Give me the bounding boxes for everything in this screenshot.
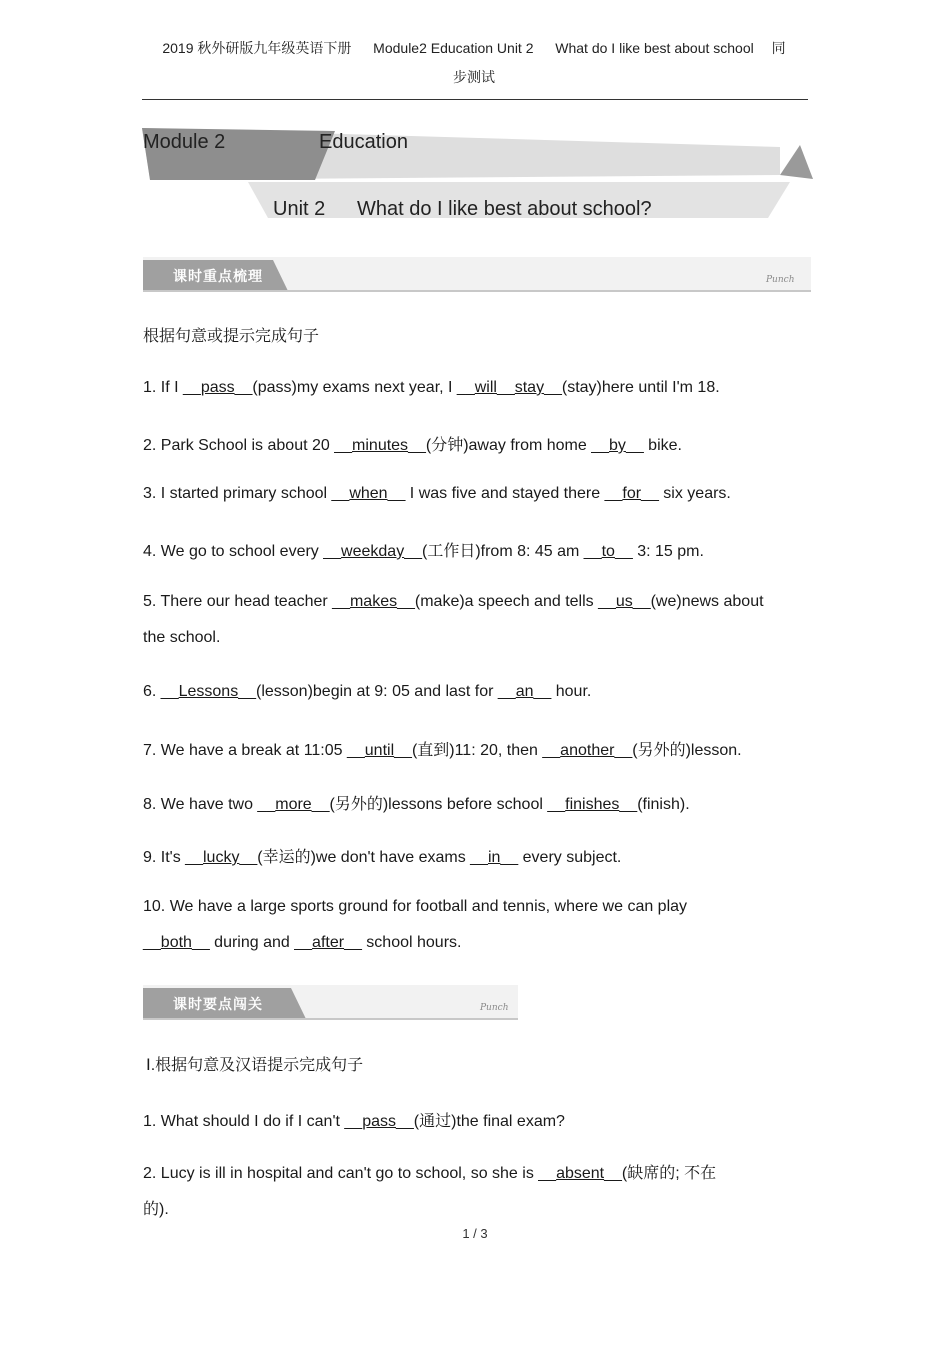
answer-text: after bbox=[312, 934, 345, 951]
answer-text: in bbox=[487, 849, 501, 866]
exercise-line bbox=[143, 379, 720, 397]
answer-text: pass bbox=[200, 379, 235, 396]
sentence-text: __ bbox=[496, 379, 515, 396]
module-title: Education bbox=[319, 131, 408, 153]
exercise-line bbox=[143, 898, 687, 916]
answer-text: for bbox=[622, 485, 642, 502]
answer-text: to bbox=[601, 543, 615, 560]
sentence-text: __(幸运的)we don't have exams __ bbox=[239, 849, 488, 866]
page-header bbox=[140, 34, 808, 92]
sentence-text: __ during and __ bbox=[191, 934, 313, 951]
sentence-text: __(finish). bbox=[619, 796, 690, 813]
answer-text: more bbox=[275, 796, 312, 813]
sentence-text: 9. It's __ bbox=[143, 849, 203, 866]
section-label: 课时要点闯关 bbox=[173, 996, 263, 1012]
answer-text: finishes bbox=[565, 796, 620, 813]
answer-text: us bbox=[615, 593, 633, 610]
exercise-line bbox=[143, 1160, 716, 1183]
exercise-line bbox=[143, 934, 461, 952]
sentence-text: 1. What should I do if I can't __ bbox=[143, 1113, 363, 1130]
answer-text: weekday bbox=[341, 543, 405, 560]
answer-text: absent bbox=[556, 1165, 605, 1182]
answer-text: stay bbox=[514, 379, 545, 396]
sentence-text: the school. bbox=[143, 629, 221, 646]
sentence-text: __ every subject. bbox=[500, 849, 622, 866]
sentence-text: __(缺席的; 不在 bbox=[604, 1165, 717, 1182]
sentence-text: 6. __ bbox=[143, 683, 179, 700]
answer-text: will bbox=[474, 379, 497, 396]
exercise-line bbox=[143, 791, 690, 814]
exercise-line bbox=[143, 432, 682, 455]
sentence-text: 7. We have a break at 11:05 __ bbox=[143, 742, 365, 759]
section-bar-key-points bbox=[143, 257, 811, 293]
sentence-text: __(lesson)begin at 9: 05 and last for __ bbox=[238, 683, 516, 700]
sentence-text: 1. If I __ bbox=[143, 379, 201, 396]
header-line-1: 2019 秋外研版九年级英语下册 Module2 Education Unit 2 What do I like best about school 同 bbox=[162, 40, 786, 56]
sentence-text: __(另外的)lessons before school __ bbox=[311, 796, 566, 813]
sentence-text: __(另外的)lesson. bbox=[614, 742, 742, 759]
answer-text: pass bbox=[362, 1113, 396, 1130]
sentence-text: __(直到)11: 20, then __ bbox=[394, 742, 561, 759]
answer-text: until bbox=[364, 742, 395, 759]
sentence-text: 10. We have a large sports ground for football and tennis, where we can play bbox=[143, 898, 688, 915]
sentence-text: __ 3: 15 pm. bbox=[614, 543, 704, 560]
answer-text: Lessons bbox=[178, 683, 239, 700]
answer-text: lucky bbox=[202, 849, 240, 866]
sentence-text: __ I was five and stayed there __ bbox=[387, 485, 623, 502]
exercise-line bbox=[143, 593, 764, 611]
sentence-text: 8. We have two __ bbox=[143, 796, 276, 813]
unit-label: Unit 2 bbox=[273, 198, 326, 220]
exercise-line bbox=[143, 629, 220, 647]
module-label: Module 2 bbox=[143, 131, 226, 153]
sentence-text: 2. Park School is about 20 __ bbox=[143, 437, 353, 454]
exercise-line bbox=[143, 1196, 169, 1219]
header-line-2: 步测试 bbox=[453, 69, 495, 85]
header-divider bbox=[142, 99, 808, 100]
sentence-text: 的). bbox=[143, 1201, 169, 1218]
unit-title: What do I like best about school? bbox=[357, 198, 652, 220]
punch-watermark: Punch bbox=[480, 1003, 509, 1013]
punch-watermark: Punch bbox=[766, 275, 795, 285]
sentence-text: __(分钟)away from home __ bbox=[408, 437, 610, 454]
answer-text: an bbox=[515, 683, 534, 700]
section-label: 课时重点梳理 bbox=[173, 268, 263, 284]
exercise-line bbox=[143, 683, 591, 701]
answer-text: when bbox=[349, 485, 388, 502]
answer-text: minutes bbox=[352, 437, 409, 454]
sentence-text: __(pass)my exams next year, I __ bbox=[234, 379, 475, 396]
section1-instruction: 根据句意或提示完成句子 bbox=[143, 328, 320, 345]
answer-text: makes bbox=[349, 593, 398, 610]
exercise-line bbox=[143, 538, 704, 561]
exercise-line bbox=[143, 737, 742, 760]
sentence-text: 3. I started primary school __ bbox=[143, 485, 350, 502]
sentence-text: __ hour. bbox=[533, 683, 592, 700]
sentence-text: __ bike. bbox=[625, 437, 682, 454]
sentence-text: __(stay)here until I'm 18. bbox=[544, 379, 720, 396]
sentence-text: __ six years. bbox=[641, 485, 731, 502]
exercise-line bbox=[143, 485, 731, 503]
sentence-text: 4. We go to school every __ bbox=[143, 543, 342, 560]
sentence-text: __ school hours. bbox=[344, 934, 462, 951]
sentence-text: __(make)a speech and tells __ bbox=[397, 593, 616, 610]
sentence-text: 2. Lucy is ill in hospital and can't go to school, so she is __ bbox=[143, 1165, 557, 1182]
page-number: 1 / 3 bbox=[462, 1226, 488, 1241]
answer-text: by bbox=[609, 437, 626, 454]
sentence-text: __(通过)the final exam? bbox=[395, 1113, 565, 1130]
sentence-text: __(we)news about bbox=[632, 593, 764, 610]
answer-text: both bbox=[160, 934, 192, 951]
section-bar-checkpoints bbox=[143, 985, 518, 1021]
exercise-line bbox=[143, 844, 621, 867]
module-banner bbox=[140, 125, 820, 225]
section2-instruction: Ⅰ.根据句意及汉语提示完成句子 bbox=[146, 1057, 364, 1074]
sentence-text: 5. There our head teacher __ bbox=[143, 593, 350, 610]
exercise-line bbox=[143, 1108, 565, 1131]
answer-text: another bbox=[560, 742, 615, 759]
sentence-text: __(工作日)from 8: 45 am __ bbox=[404, 543, 602, 560]
sentence-text: __ bbox=[143, 934, 161, 951]
